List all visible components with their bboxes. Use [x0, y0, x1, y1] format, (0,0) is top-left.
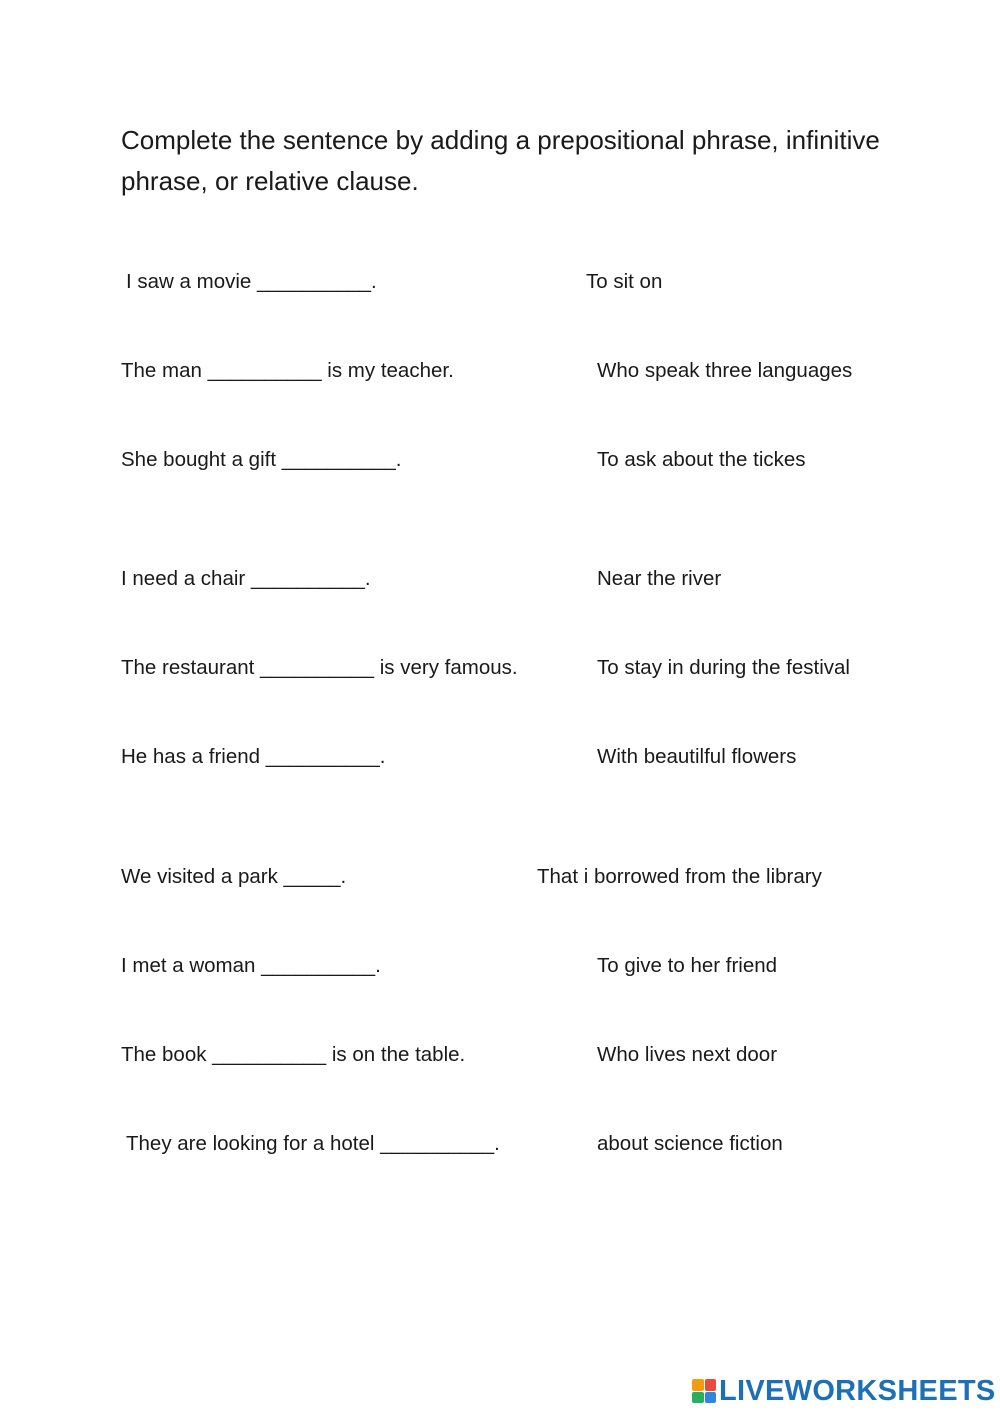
option-6: With beautilful flowers — [597, 745, 797, 768]
brand-name: LIVEWORKSHEETS — [719, 1374, 996, 1407]
liveworksheets-logo — [692, 1374, 996, 1408]
sentence-4: I need a chair __________. — [121, 567, 371, 590]
sentence-1: I saw a movie __________. — [126, 270, 377, 293]
sentence-5: The restaurant __________ is very famous. — [121, 656, 518, 679]
option-3: To ask about the tickes — [597, 448, 806, 471]
instructions: Complete the sentence by adding a prepositional phrase, infinitive phrase, or relative clause. — [121, 125, 880, 196]
option-7: That i borrowed from the library — [537, 865, 822, 888]
sentence-7: We visited a park _____. — [121, 865, 347, 888]
option-10: about science fiction — [597, 1132, 783, 1155]
liveworksheets-icon — [692, 1379, 716, 1403]
sentence-9: The book __________ is on the table. — [121, 1043, 466, 1066]
sentence-10: They are looking for a hotel __________. — [126, 1132, 500, 1155]
option-2: Who speak three languages — [597, 359, 853, 382]
sentence-2: The man __________ is my teacher. — [121, 359, 454, 382]
sentence-6: He has a friend __________. — [121, 745, 386, 768]
icon-square-3 — [692, 1392, 704, 1404]
option-8: To give to her friend — [597, 954, 778, 977]
option-5: To stay in during the festival — [597, 656, 850, 679]
sentence-3: She bought a gift __________. — [121, 448, 402, 471]
option-9: Who lives next door — [597, 1043, 778, 1066]
sentence-8: I met a woman __________. — [121, 954, 381, 977]
icon-square-2 — [705, 1379, 717, 1391]
option-4: Near the river — [597, 567, 722, 590]
option-1: To sit on — [586, 270, 663, 293]
icon-square-4 — [705, 1392, 717, 1404]
icon-square-1 — [692, 1379, 704, 1391]
